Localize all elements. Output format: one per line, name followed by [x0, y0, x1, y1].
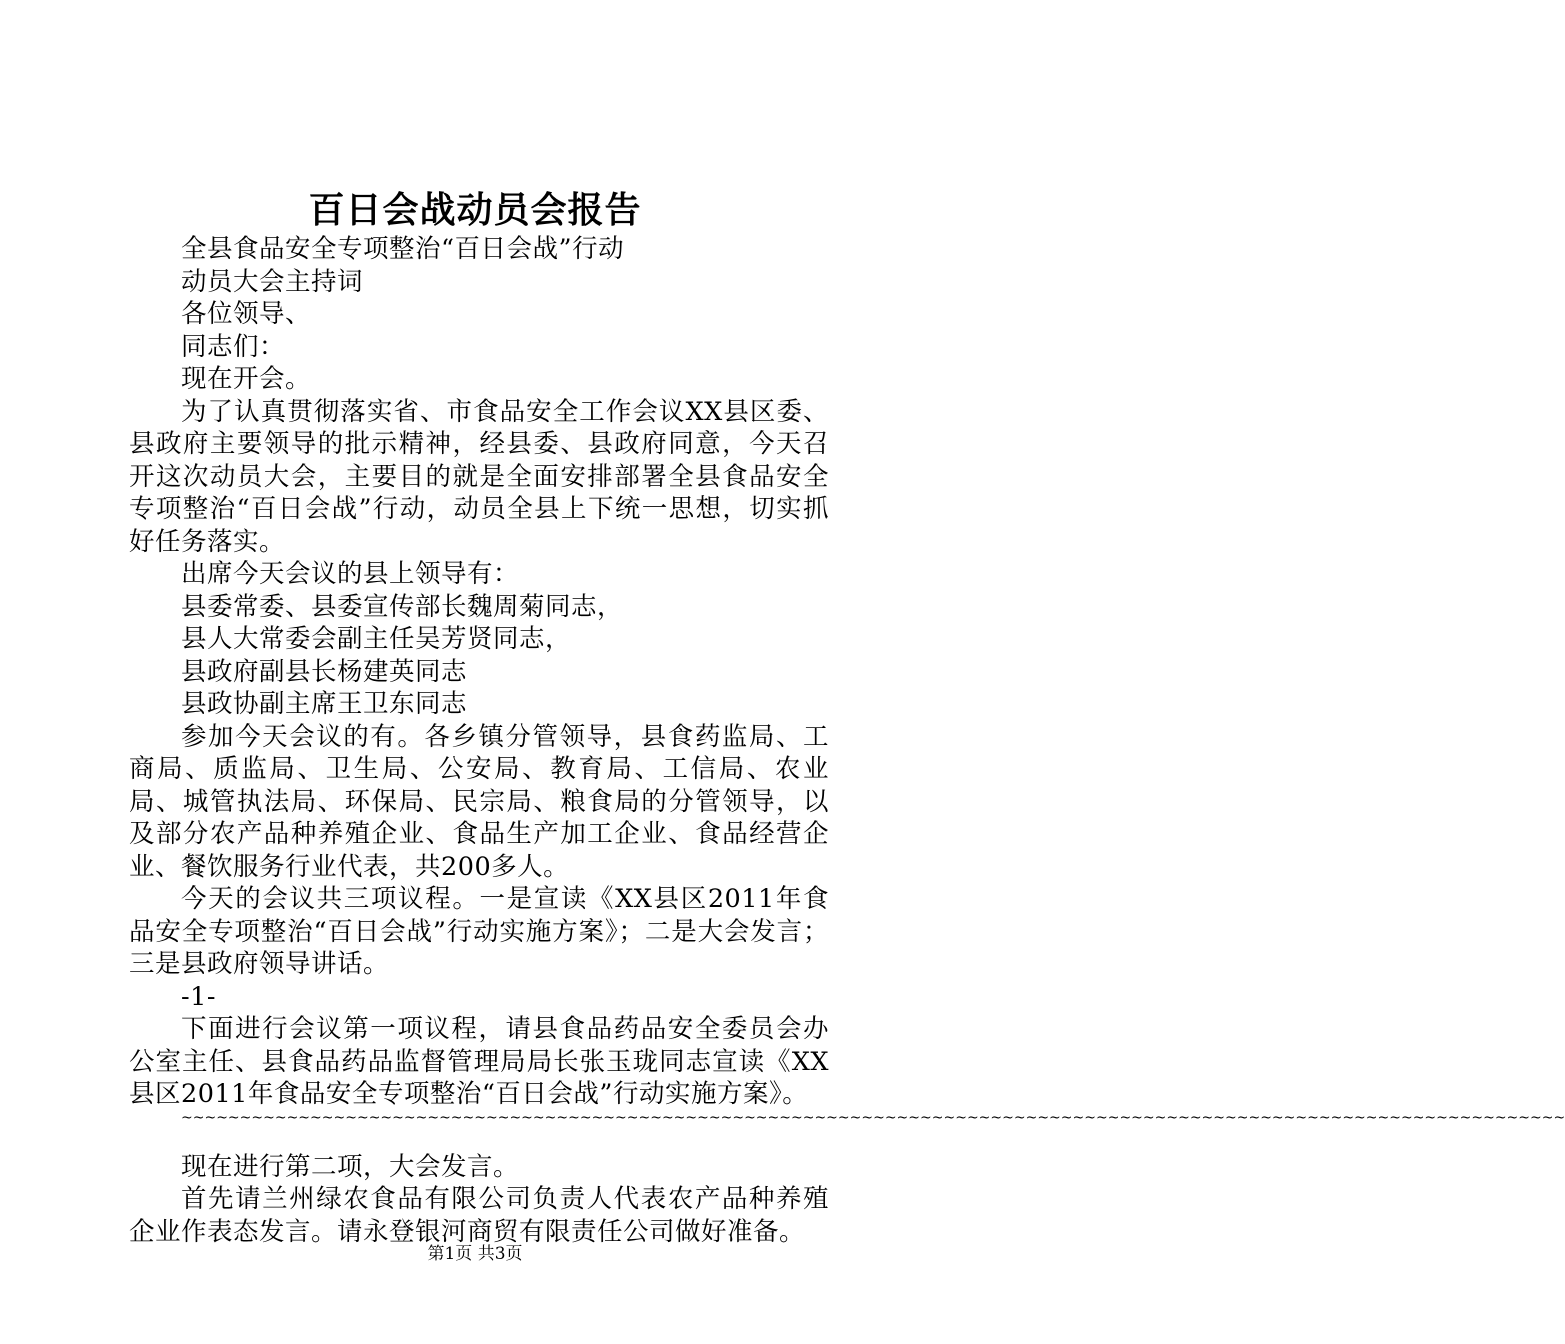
paragraph: 县人大常委会副主任吴芳贤同志，: [181, 624, 572, 654]
paragraph: 全县食品安全专项整治“百日会战”行动: [181, 234, 625, 264]
paragraph: 首先请兰州绿农食品有限公司负责人代表农产品种养殖企业作表态发言。请永登银河商贸有限责任公司做好准备。: [129, 1184, 829, 1247]
page-footer: 第1页 共3页: [427, 1244, 523, 1264]
paragraph: 下面进行会议第一项议程，请县食品药品安全委员会办公室主任、县食品药品监督管理局局长张玉珑同志宣读《XX县区2011年食品安全专项整治“百日会战”行动实施方案》。: [129, 1014, 829, 1109]
paragraph: 县政协副主席王卫东同志: [181, 689, 468, 719]
document-title: 百日会战动员会报告: [308, 189, 642, 231]
paragraph: 各位领导、: [181, 299, 312, 329]
page-marker: -1-: [181, 981, 216, 1012]
document-body: [129, 233, 1565, 1248]
paragraph: 现在进行第二项，大会发言。: [181, 1151, 520, 1182]
paragraph: 县委常委、县委宣传部长魏周菊同志，: [181, 591, 624, 622]
paragraph: 动员大会主持词: [181, 266, 364, 297]
paragraph: 为了认真贯彻落实省、市食品安全工作会议XX县区委、县政府主要领导的批示精神，经县委、县政府同意，今天召开这次动员大会，主要目的就是全面安排部署全县食品安全专项整治“百日会战”行动，动员全县上下统一思想，切实抓好任务落实。: [129, 396, 829, 557]
paragraph: 今天的会议共三项议程。一是宣读《XX县区2011年食品安全专项整治“百日会战”行动实施方案》；二是大会发言；三是县政府领导讲话。: [129, 884, 829, 979]
paragraph: 现在开会。: [181, 364, 312, 394]
paragraph: 参加今天会议的有。各乡镇分管领导，县食药监局、工商局、质监局、卫生局、公安局、教育局、工信局、农业局、城管执法局、环保局、民宗局、粮食局的分管领导，以及部分农产品种养殖企业、食品生产加工企业、食品经营企业、餐饮服务行业代表，共200多人。: [129, 721, 829, 882]
paragraph: 同志们：: [181, 331, 286, 362]
paragraph: 县政府副县长杨建英同志: [181, 656, 468, 687]
paragraph: 出席今天会议的县上领导有：: [181, 559, 520, 589]
tilde-divider: ~~~~~~~~~~~~~~~~~~~~~~~~~~~~~~~~~~~~~~~~~~~~~~~~~~~~~~~~~~~~~~~~~~~~~~~~~~~~~~~~~~~~~~~~~~~~~~~~~~~~~~~~~~~~~~~~~~~~~~: [181, 1109, 1565, 1126]
